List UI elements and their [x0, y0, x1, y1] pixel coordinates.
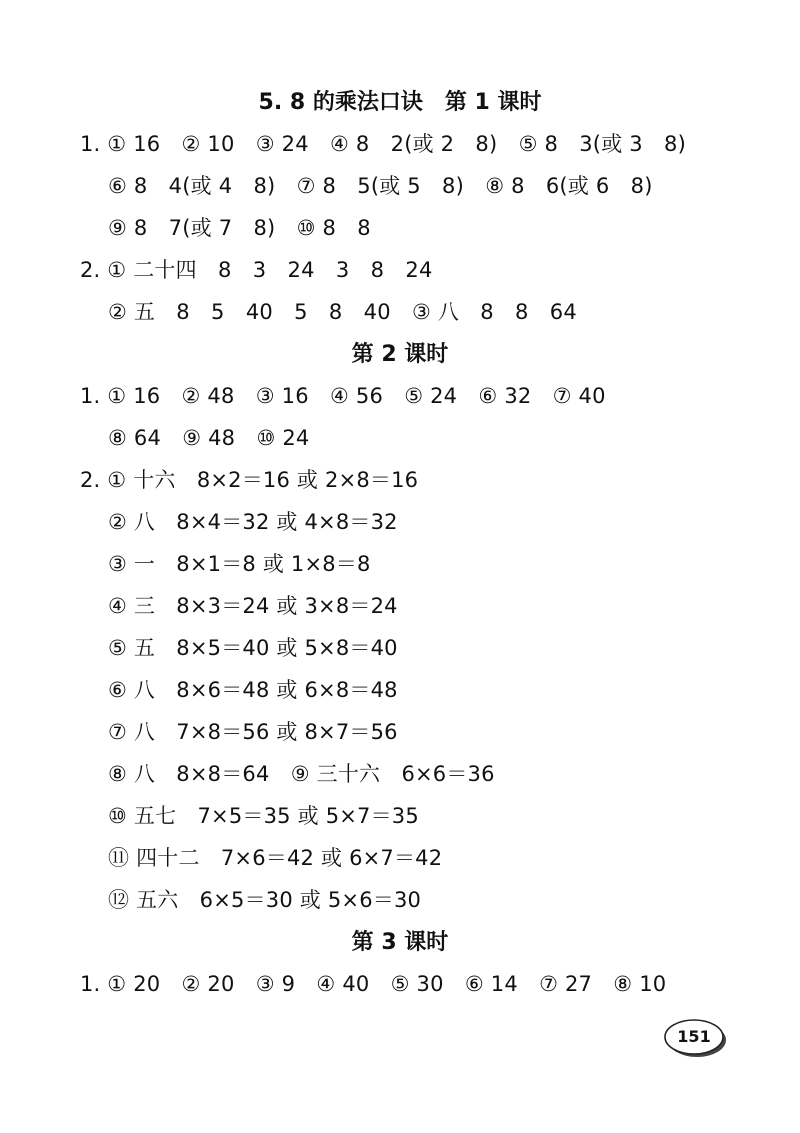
lesson2-q2-item1: 2. ① 十六 8×2＝16 或 2×8＝16 [80, 468, 419, 492]
page-number-badge [664, 1018, 728, 1060]
lesson3-q1-line1: 1. ① 20 ② 20 ③ 9 ④ 40 ⑤ 30 ⑥ 14 ⑦ 27 ⑧ 10 [80, 972, 667, 996]
lesson2-q2-item6: ⑥ 八 8×6＝48 或 6×8＝48 [108, 678, 398, 702]
lesson1-q1-line2: ⑥ 8 4(或 4 8) ⑦ 8 5(或 5 8) ⑧ 8 6(或 6 8) [108, 174, 653, 198]
lesson1-q1-line1: 1. ① 16 ② 10 ③ 24 ④ 8 2(或 2 8) ⑤ 8 3(或 3 8) [80, 132, 686, 156]
lesson1-q2-line1: 2. ① 二十四 8 3 24 3 8 24 [80, 258, 433, 282]
page-number: 151 [677, 1027, 711, 1046]
lesson2-q2-item2: ② 八 8×4＝32 或 4×8＝32 [108, 510, 398, 534]
lesson2-q2-item8: ⑧ 八 8×8＝64 ⑨ 三十六 6×6＝36 [108, 762, 495, 786]
lesson1-q2-line2: ② 五 8 5 40 5 8 40 ③ 八 8 8 64 [108, 300, 577, 324]
lesson2-q2-item5: ⑤ 五 8×5＝40 或 5×8＝40 [108, 636, 398, 660]
lesson2-q2-item4: ④ 三 8×3＝24 或 3×8＝24 [108, 594, 398, 618]
lesson2-q1-line1: 1. ① 16 ② 48 ③ 16 ④ 56 ⑤ 24 ⑥ 32 ⑦ 40 [80, 384, 606, 408]
lesson2-q2-item7: ⑦ 八 7×8＝56 或 8×7＝56 [108, 720, 398, 744]
section-title-lesson-2: 第 2 课时 [351, 342, 449, 367]
section-title-lesson-3: 第 3 课时 [351, 930, 449, 955]
lesson2-q1-line2: ⑧ 64 ⑨ 48 ⑩ 24 [108, 426, 310, 450]
lesson1-q1-line3: ⑨ 8 7(或 7 8) ⑩ 8 8 [108, 216, 371, 240]
lesson2-q2-item10: ⑩ 五七 7×5＝35 或 5×7＝35 [108, 804, 419, 828]
lesson2-q2-item11: ⑪ 四十二 7×6＝42 或 6×7＝42 [108, 846, 443, 870]
section-title-lesson-1: 5. 8 的乘法口诀 第 1 课时 [258, 90, 542, 115]
lesson2-q2-item3: ③ 一 8×1＝8 或 1×8＝8 [108, 552, 371, 576]
lesson2-q2-item12: ⑫ 五六 6×5＝30 或 5×6＝30 [108, 888, 422, 912]
